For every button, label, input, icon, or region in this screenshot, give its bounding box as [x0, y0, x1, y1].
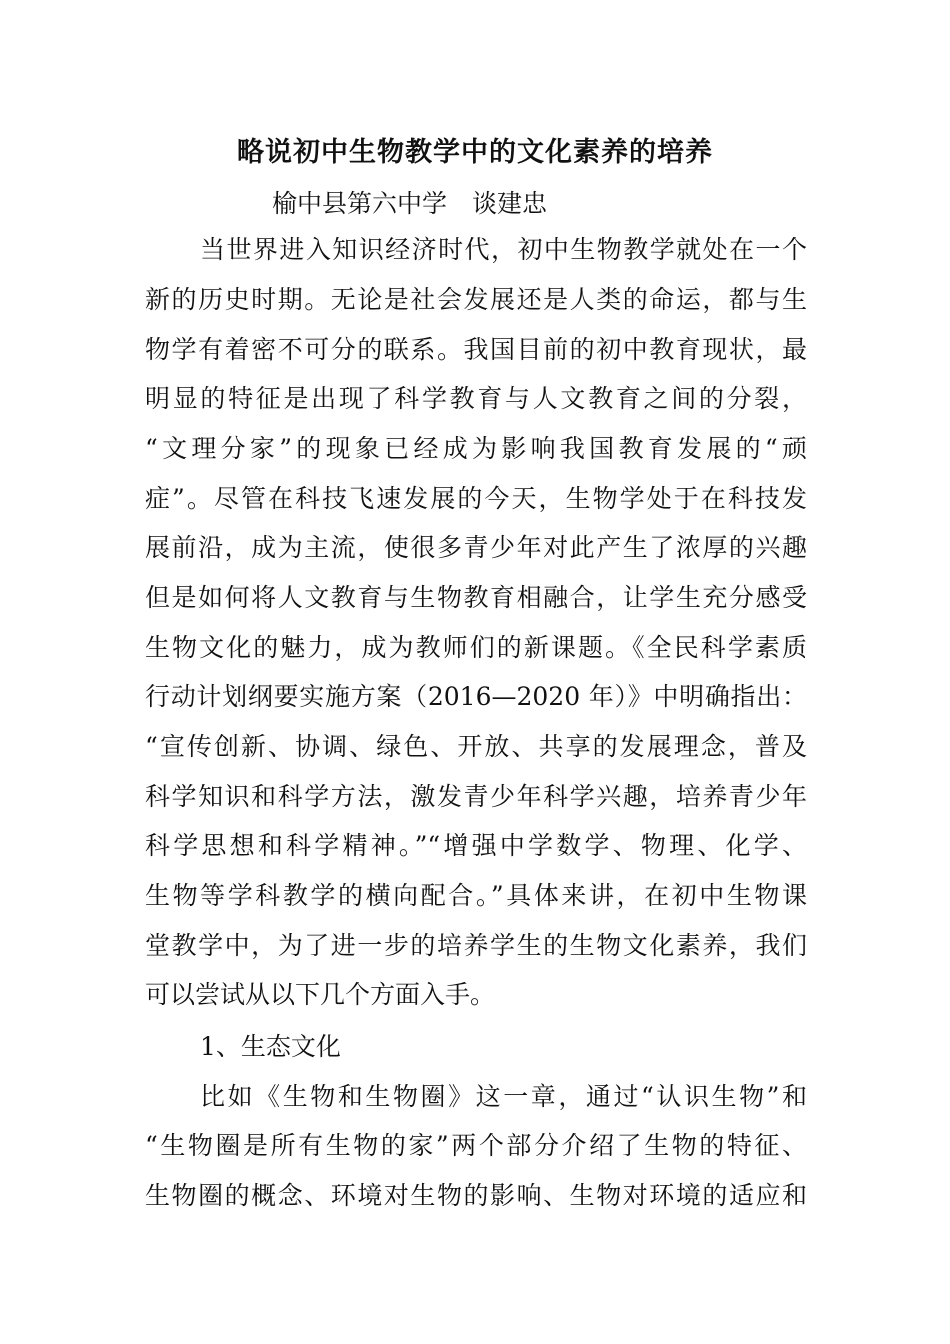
paragraph-line: 物学有着密不可分的联系。我国目前的初中教育现状，最 [145, 335, 807, 364]
paragraph-line: 行动计划纲要实施方案（2016—2020 年）》中明确指出： [145, 682, 807, 711]
document-title: 略说初中生物教学中的文化素养的培养 [237, 137, 713, 168]
paragraph-line: 生物等学科教学的横向配合。”具体来讲，在初中生物课 [145, 881, 807, 910]
paragraph-line: 科学思想和科学精神。”“增强中学数学、物理、化学、 [145, 831, 807, 860]
section-heading: 1、生态文化 [200, 1032, 341, 1061]
paragraph-line: 堂教学中，为了进一步的培养学生的生物文化素养，我们 [145, 931, 807, 960]
paragraph-line: “文理分家”的现象已经成为影响我国教育发展的“顽 [145, 434, 807, 463]
paragraph-line: “宣传创新、协调、绿色、开放、共享的发展理念，普及 [145, 732, 807, 761]
document-author: 榆中县第六中学 谈建忠 [272, 189, 548, 218]
paragraph-line: 生物圈的概念、环境对生物的影响、生物对环境的适应和 [145, 1181, 807, 1210]
paragraph-line: 新的历史时期。无论是社会发展还是人类的命运，都与生 [145, 285, 807, 314]
paragraph-line: 症”。尽管在科技飞速发展的今天，生物学处于在科技发 [145, 484, 807, 513]
paragraph-line: 当世界进入知识经济时代，初中生物教学就处在一个 [200, 235, 807, 264]
paragraph-line: 可以尝试从以下几个方面入手。 [145, 980, 496, 1009]
paragraph-line: 展前沿，成为主流，使很多青少年对此产生了浓厚的兴趣 [145, 533, 807, 562]
paragraph-line: 生物文化的魅力，成为教师们的新课题。《全民科学素质 [145, 633, 807, 662]
paragraph-line: 科学知识和科学方法，激发青少年科学兴趣，培养青少年 [145, 782, 807, 811]
paragraph-line: “生物圈是所有生物的家”两个部分介绍了生物的特征、 [145, 1131, 807, 1160]
paragraph-line: 明显的特征是出现了科学教育与人文教育之间的分裂， [145, 384, 807, 413]
paragraph-line: 但是如何将人文教育与生物教育相融合，让学生充分感受 [145, 583, 807, 612]
paragraph-line: 比如《生物和生物圈》这一章，通过“认识生物”和 [200, 1082, 807, 1111]
